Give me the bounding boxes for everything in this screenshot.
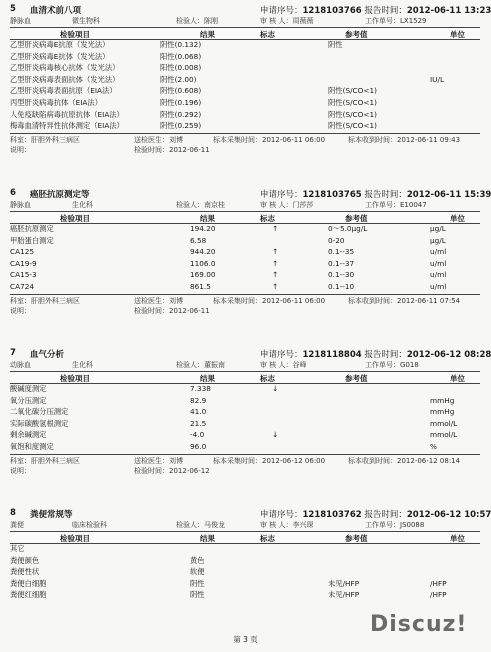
item-result: 阴性(0.292) bbox=[160, 109, 202, 119]
collect-time: 标本采集时间：2012-06-12 06:00 bbox=[213, 456, 326, 465]
note: 说明： bbox=[10, 145, 31, 154]
item-result: 阴性(0.132) bbox=[160, 40, 202, 49]
item-unit: u/ml bbox=[430, 247, 447, 257]
report-time: 2012-06-12 08:28 bbox=[406, 350, 491, 360]
item-result: 944.20 bbox=[190, 247, 216, 257]
item-unit: u/ml bbox=[430, 258, 447, 268]
check-time: 检验时间：2012-06-11 bbox=[134, 306, 210, 315]
table-row bbox=[10, 282, 480, 294]
table-row bbox=[10, 98, 480, 110]
item-name: 乙型肝炎病毒E抗原（发光法） bbox=[10, 40, 110, 49]
section-header bbox=[10, 348, 491, 360]
item-reference: 0.1--37 bbox=[328, 258, 355, 268]
table-header bbox=[10, 27, 480, 40]
sending-doctor: 送检医生：刘博 bbox=[134, 135, 183, 144]
item-reference: 0.1--35 bbox=[328, 247, 355, 257]
note: 说明： bbox=[10, 306, 31, 315]
item-unit: mmHg bbox=[430, 395, 455, 405]
item-name: CA15-3 bbox=[10, 270, 37, 280]
receive-time: 标本收到时间：2012-06-11 07:54 bbox=[348, 296, 461, 305]
reviewer: 审 核 人：谷峰 bbox=[260, 361, 307, 369]
col-ref: 参考值 bbox=[345, 214, 368, 223]
reviewer: 审 核 人：周薇薇 bbox=[260, 17, 314, 25]
table-row bbox=[10, 259, 480, 271]
item-flag: ↑ bbox=[272, 281, 279, 291]
table-row bbox=[10, 442, 480, 454]
sending-doctor: 送检医生：刘博 bbox=[134, 296, 183, 305]
table-row bbox=[10, 556, 480, 568]
item-flag: ↓ bbox=[272, 430, 279, 440]
request-info: 申请序号：1218103765 报告时间：2012-06-11 15:39 bbox=[260, 190, 491, 200]
check-time: 检验时间：2012-06-12 bbox=[134, 466, 210, 475]
item-unit: mmol/L bbox=[430, 418, 458, 428]
item-name: 氧分压测定 bbox=[10, 395, 47, 405]
item-name: 乙型肝炎病毒E抗体（发光法） bbox=[10, 51, 110, 61]
item-result: 7.338 bbox=[190, 384, 211, 393]
table-header bbox=[10, 211, 480, 224]
report-section-5 bbox=[10, 4, 491, 156]
item-unit: μg/L bbox=[430, 235, 446, 245]
table-row bbox=[10, 544, 480, 556]
item-reference: 阴性(S/CO<1) bbox=[328, 97, 377, 107]
receive-time: 标本收到时间：2012-06-11 09:43 bbox=[348, 135, 461, 144]
ward: 科室：肝胆外科三病区 bbox=[10, 296, 80, 305]
item-name: 丙型肝炎病毒抗体（EIA法） bbox=[10, 97, 103, 107]
item-name: CA125 bbox=[10, 247, 35, 257]
item-unit: mmol/L bbox=[430, 430, 458, 440]
worker-number: 工作单号：E10047 bbox=[365, 201, 427, 209]
section-number: 7 bbox=[10, 348, 16, 358]
item-unit: IU/L bbox=[430, 74, 445, 84]
item-name: CA19-9 bbox=[10, 258, 37, 268]
check-time: 检验时间：2012-06-11 bbox=[134, 145, 210, 154]
section-subheader bbox=[10, 16, 480, 27]
col-item: 检验项目 bbox=[60, 214, 90, 223]
table-row bbox=[10, 40, 480, 52]
request-number: 1218118804 bbox=[302, 350, 362, 360]
ward: 科室：肝胆外科三病区 bbox=[10, 456, 80, 465]
section-title: 血气分析 bbox=[30, 350, 65, 360]
specimen: 静脉血 bbox=[10, 17, 31, 25]
item-name: 粪便白细胞 bbox=[10, 578, 47, 588]
item-result: 21.5 bbox=[190, 418, 207, 428]
section-subheader bbox=[10, 360, 480, 371]
tester: 检验人：马俊龙 bbox=[176, 521, 225, 529]
page-number: 第 3 页 bbox=[233, 635, 258, 644]
item-reference: 0-20 bbox=[328, 235, 345, 245]
item-result: 软便 bbox=[190, 567, 205, 577]
request-number: 1218103766 bbox=[302, 6, 362, 16]
item-unit: u/ml bbox=[430, 270, 447, 280]
item-name: 二氧化碳分压测定 bbox=[10, 407, 69, 417]
section-title: 癌胚抗原测定等 bbox=[30, 190, 90, 200]
item-name: 乙型肝炎病毒核心抗体（发光法） bbox=[10, 63, 120, 73]
worker-number: 工作单号：JS0088 bbox=[365, 521, 425, 529]
section-title: 血清术前八项 bbox=[30, 6, 82, 16]
sending-doctor: 送检医生：刘博 bbox=[134, 456, 183, 465]
item-name: 乙型肝炎病毒表面抗原（EIA法） bbox=[10, 86, 117, 96]
item-name: 梅毒血清特异性抗体测定（EIA法） bbox=[10, 121, 124, 131]
item-unit: μg/L bbox=[430, 224, 446, 233]
section-header bbox=[10, 4, 491, 16]
specimen: 静脉血 bbox=[10, 201, 31, 209]
col-unit: 单位 bbox=[450, 534, 465, 543]
item-name: CA724 bbox=[10, 281, 35, 291]
item-result: 41.0 bbox=[190, 407, 207, 417]
item-result: 阴性 bbox=[190, 578, 205, 588]
section-footer bbox=[10, 294, 480, 317]
item-reference: 0.1--10 bbox=[328, 281, 355, 291]
item-reference: 0.1--30 bbox=[328, 270, 355, 280]
section-number: 8 bbox=[10, 508, 16, 518]
table-row bbox=[10, 567, 480, 579]
item-result: 96.0 bbox=[190, 441, 207, 451]
request-number: 1218103762 bbox=[302, 510, 362, 520]
request-info: 申请序号：1218103766 报告时间：2012-06-11 13:23 bbox=[260, 6, 491, 16]
item-result: 82.9 bbox=[190, 395, 207, 405]
section-title: 粪便常规等 bbox=[30, 510, 73, 520]
col-ref: 参考值 bbox=[345, 30, 368, 39]
table-row bbox=[10, 579, 480, 591]
table-row bbox=[10, 121, 480, 133]
item-flag: ↓ bbox=[272, 384, 279, 393]
item-unit: mmHg bbox=[430, 407, 455, 417]
item-reference: 未见/HFP bbox=[328, 578, 360, 588]
item-unit: /HFP bbox=[430, 578, 447, 588]
item-name: 人免疫缺陷病毒抗原抗体（EIA法） bbox=[10, 109, 124, 119]
item-name: 粪便性状 bbox=[10, 567, 40, 577]
item-reference: 未见/HFP bbox=[328, 590, 360, 600]
item-name: 实际碳酸氢根测定 bbox=[10, 418, 69, 428]
item-flag: ↑ bbox=[272, 270, 279, 280]
watermark-logo: Discuz! bbox=[370, 612, 468, 637]
table-row bbox=[10, 63, 480, 75]
table-row bbox=[10, 430, 480, 442]
section-header bbox=[10, 188, 491, 200]
table-row bbox=[10, 590, 480, 602]
tester: 检验人：董振南 bbox=[176, 361, 225, 369]
specimen: 动脉血 bbox=[10, 361, 31, 369]
report-time: 2012-06-12 10:57 bbox=[406, 510, 491, 520]
col-unit: 单位 bbox=[450, 30, 465, 39]
item-reference: 阴性 bbox=[328, 40, 343, 49]
col-unit: 单位 bbox=[450, 214, 465, 223]
request-info: 申请序号：1218103762 报告时间：2012-06-12 10:57 bbox=[260, 510, 491, 520]
item-name: 乙型肝炎病毒表面抗体（发光法） bbox=[10, 74, 120, 84]
report-time: 2012-06-11 13:23 bbox=[406, 6, 491, 16]
item-reference: 阴性(S/CO<1) bbox=[328, 121, 377, 131]
section-header bbox=[10, 508, 491, 520]
item-unit: u/ml bbox=[430, 281, 447, 291]
item-flag: ↑ bbox=[272, 224, 279, 233]
item-reference: 0～5.0μg/L bbox=[328, 224, 368, 233]
ward: 科室：肝胆外科三病区 bbox=[10, 135, 80, 144]
col-item: 检验项目 bbox=[60, 374, 90, 383]
item-result: 阳性(0.008) bbox=[160, 63, 202, 73]
table-row bbox=[10, 110, 480, 122]
item-result: 阴性 bbox=[190, 590, 205, 600]
department: 临床检验科 bbox=[72, 521, 107, 529]
col-item: 检验项目 bbox=[60, 534, 90, 543]
table-row bbox=[10, 247, 480, 259]
reviewer: 审 核 人：李兴琛 bbox=[260, 521, 314, 529]
col-unit: 单位 bbox=[450, 374, 465, 383]
item-result: 阴性(0.259) bbox=[160, 121, 202, 131]
receive-time: 标本收到时间：2012-06-12 08:14 bbox=[348, 456, 461, 465]
col-result: 结果 bbox=[200, 30, 215, 39]
collect-time: 标本采集时间：2012-06-11 06:00 bbox=[213, 135, 326, 144]
department: 微生物科 bbox=[72, 17, 100, 25]
table-row bbox=[10, 384, 480, 396]
report-section-6 bbox=[10, 188, 491, 317]
table-row bbox=[10, 86, 480, 98]
col-result: 结果 bbox=[200, 534, 215, 543]
section-subheader bbox=[10, 200, 480, 211]
col-ref: 参考值 bbox=[345, 374, 368, 383]
request-number: 1218103765 bbox=[302, 190, 362, 200]
item-reference: 阴性(S/CO<1) bbox=[328, 86, 377, 96]
specimen: 粪便 bbox=[10, 521, 24, 529]
item-result: 1106.0 bbox=[190, 258, 216, 268]
item-unit: % bbox=[430, 441, 437, 451]
worker-number: 工作单号：G018 bbox=[365, 361, 419, 369]
item-result: 861.5 bbox=[190, 281, 211, 291]
table-row bbox=[10, 52, 480, 64]
section-number: 5 bbox=[10, 4, 16, 14]
tester: 检验人：南京桂 bbox=[176, 201, 225, 209]
table-header bbox=[10, 371, 480, 384]
item-result: 阳性(0.068) bbox=[160, 51, 202, 61]
col-flag: 标志 bbox=[260, 214, 275, 223]
section-footer bbox=[10, 454, 480, 477]
item-name: 其它 bbox=[10, 544, 25, 553]
section-subheader bbox=[10, 520, 480, 531]
section-number: 6 bbox=[10, 188, 16, 198]
section-footer bbox=[10, 133, 480, 156]
item-result: 194.20 bbox=[190, 224, 216, 233]
reviewer: 审 核 人：门莎莎 bbox=[260, 201, 314, 209]
item-result: 阴性(2.00) bbox=[160, 74, 197, 84]
table-row bbox=[10, 270, 480, 282]
report-time: 2012-06-11 15:39 bbox=[406, 190, 491, 200]
worker-number: 工作单号：LX1529 bbox=[365, 17, 427, 25]
table-header bbox=[10, 531, 480, 544]
item-name: 粪便颜色 bbox=[10, 555, 40, 565]
department: 生化科 bbox=[72, 361, 93, 369]
col-item: 检验项目 bbox=[60, 30, 90, 39]
report-section-8 bbox=[10, 508, 491, 602]
col-flag: 标志 bbox=[260, 534, 275, 543]
col-flag: 标志 bbox=[260, 30, 275, 39]
table-row bbox=[10, 236, 480, 248]
item-name: 氧饱和度测定 bbox=[10, 441, 54, 451]
item-reference: 阴性(S/CO<1) bbox=[328, 109, 377, 119]
item-name: 剩余碱测定 bbox=[10, 430, 47, 440]
table-row bbox=[10, 396, 480, 408]
item-result: 6.58 bbox=[190, 235, 207, 245]
col-ref: 参考值 bbox=[345, 534, 368, 543]
col-result: 结果 bbox=[200, 214, 215, 223]
note: 说明： bbox=[10, 466, 31, 475]
item-result: -4.0 bbox=[190, 430, 205, 440]
request-info: 申请序号：1218118804 报告时间：2012-06-12 08:28 bbox=[260, 350, 491, 360]
item-result: 黄色 bbox=[190, 555, 205, 565]
collect-time: 标本采集时间：2012-06-11 06:00 bbox=[213, 296, 326, 305]
item-unit: /HFP bbox=[430, 590, 447, 600]
table-row bbox=[10, 224, 480, 236]
department: 生化科 bbox=[72, 201, 93, 209]
col-flag: 标志 bbox=[260, 374, 275, 383]
report-section-7 bbox=[10, 348, 491, 477]
item-result: 169.00 bbox=[190, 270, 216, 280]
item-flag: ↑ bbox=[272, 258, 279, 268]
item-name: 酸碱度测定 bbox=[10, 384, 47, 393]
item-name: 癌胚抗原测定 bbox=[10, 224, 54, 233]
col-result: 结果 bbox=[200, 374, 215, 383]
item-name: 粪便红细胞 bbox=[10, 590, 47, 600]
item-result: 阴性(0.608) bbox=[160, 86, 202, 96]
item-result: 阴性(0.196) bbox=[160, 97, 202, 107]
table-row bbox=[10, 407, 480, 419]
tester: 检验人：陈刚 bbox=[176, 17, 218, 25]
item-flag: ↑ bbox=[272, 247, 279, 257]
table-row bbox=[10, 75, 480, 87]
table-row bbox=[10, 419, 480, 431]
item-name: 甲胎蛋白测定 bbox=[10, 235, 54, 245]
